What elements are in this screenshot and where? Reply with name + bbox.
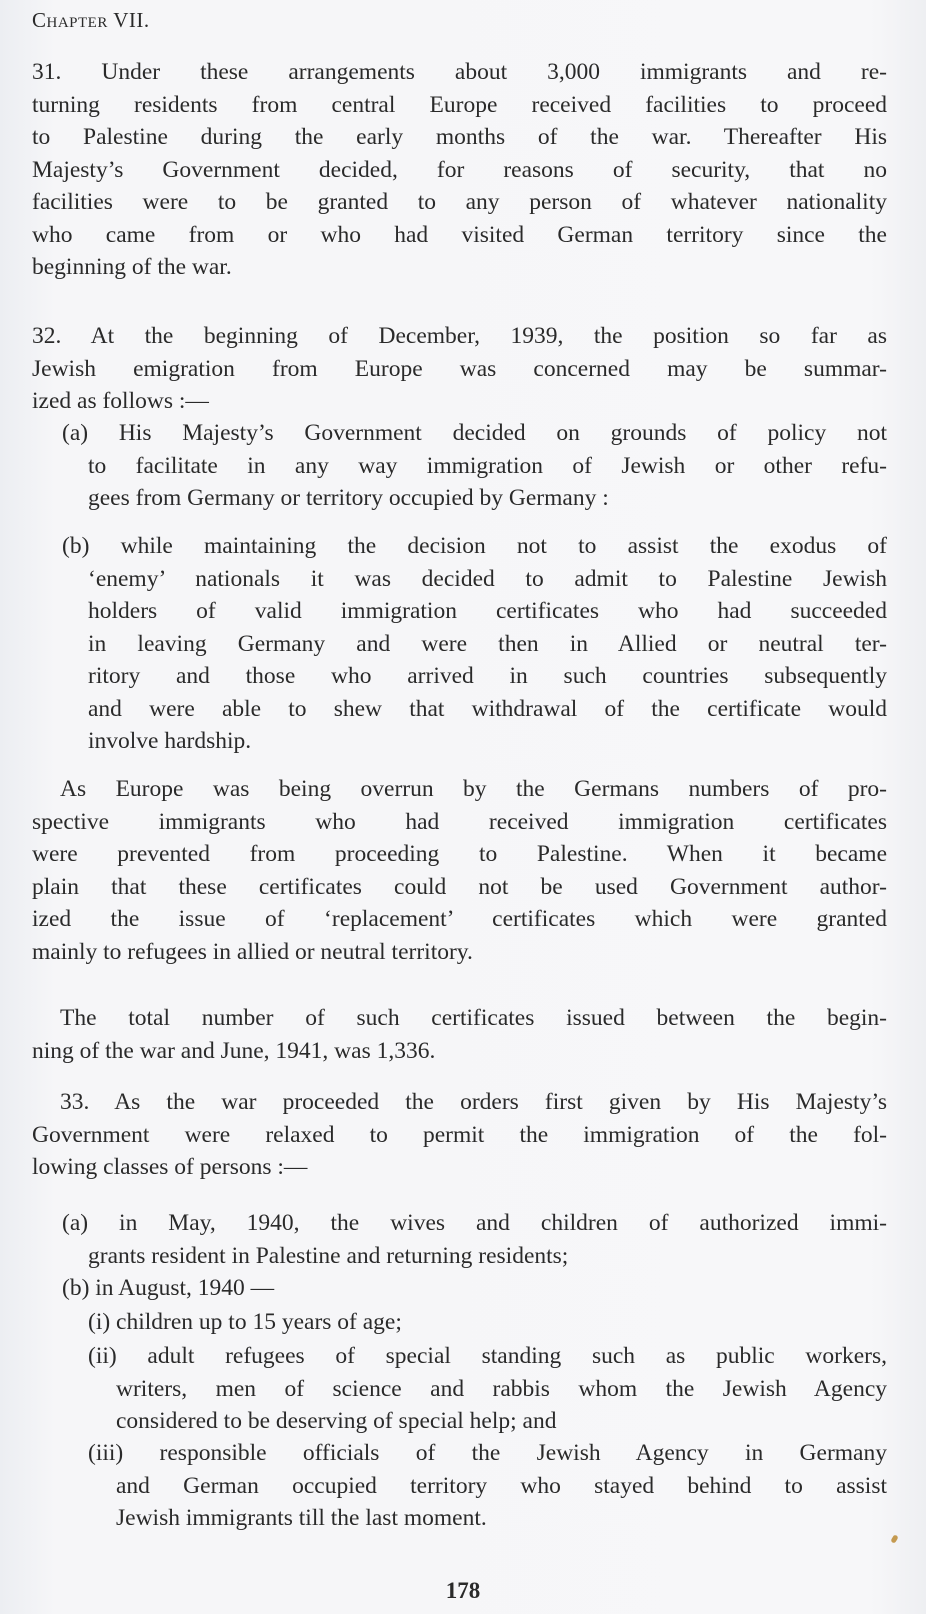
paragraph-32-b (32, 530, 887, 758)
text-line: Jewish emigration from Europe was concerned may be summar- (32, 355, 887, 382)
text-line: (i) children up to 15 years of age; (88, 1309, 402, 1335)
paragraph-europe-overrun (32, 773, 887, 968)
paragraph-33-b-iii (32, 1437, 887, 1535)
text-line: plain that these certificates could not be used Government author- (32, 873, 887, 900)
text-line: 31. Under these arrangements about 3,000 immigrants and re- (32, 59, 887, 85)
text-line: who came from or who had visited German territory since the (32, 221, 887, 248)
text-line: to facilitate in any way immigration of Jewish or other refu- (88, 452, 887, 479)
text-line: (a) His Majesty’s Government decided on grounds of policy not (62, 420, 887, 446)
text-line: 33. As the war proceeded the orders first given by His Majesty’s (60, 1089, 887, 1115)
paragraph-33 (32, 1086, 887, 1184)
text-line: Majesty’s Government decided, for reasons of security, that no (32, 156, 887, 183)
text-line: (iii) responsible officials of the Jewish Agency in Germany (88, 1440, 887, 1466)
text-line: spective immigrants who had received immigration certificates (32, 808, 887, 835)
paragraph-33-b (32, 1272, 887, 1305)
text-line: holders of valid immigration certificates who had succeeded (88, 598, 887, 624)
text-line: beginning of the war. (32, 254, 232, 280)
text-line: lowing classes of persons :— (32, 1154, 308, 1180)
paragraph-33-b-ii (32, 1340, 887, 1438)
paragraph-total-certificates (32, 1002, 887, 1067)
paper-speck (890, 1534, 898, 1543)
text-line: and German occupied territory who stayed behind to assist (116, 1472, 887, 1499)
text-line: and were able to shew that withdrawal of the certificate would (88, 695, 887, 722)
paragraph-31 (32, 56, 887, 284)
text-line: in leaving Germany and were then in Allied or neutral ter- (88, 630, 887, 657)
text-line: grants resident in Palestine and returning residents; (88, 1242, 569, 1269)
chapter-heading: Chapter VII. (32, 8, 150, 32)
text-line: were prevented from proceeding to Palestine. When it became (32, 841, 887, 867)
text-line: Government were relaxed to permit the immigration of the fol- (32, 1121, 887, 1148)
text-line: The total number of such certificates issued between the begin- (60, 1005, 887, 1031)
text-line: ning of the war and June, 1941, was 1,336. (32, 1037, 436, 1064)
text-line: considered to be deserving of special help; and (116, 1408, 557, 1434)
page-number: 178 (445, 1578, 481, 1603)
text-line: ized as follows :— (32, 388, 209, 414)
text-line: (b) while maintaining the decision not to assist the exodus of (62, 533, 887, 559)
paragraph-32-a (32, 417, 887, 515)
text-line: (ii) adult refugees of special standing such as public workers, (88, 1343, 887, 1369)
text-line: gees from Germany or territory occupied by Germany : (88, 485, 609, 511)
paragraph-32 (32, 320, 887, 418)
text-line: (b) in August, 1940 — (62, 1275, 275, 1301)
text-line: involve hardship. (88, 728, 252, 754)
text-line: ‘enemy’ nationals it was decided to admit to Palestine Jewish (88, 565, 887, 592)
text-line: facilities were to be granted to any person of whatever nationality (32, 189, 887, 215)
text-line: to Palestine during the early months of the war. Thereafter His (32, 124, 887, 150)
text-line: ized the issue of ‘replacement’ certificates which were granted (32, 906, 887, 932)
paragraph-33-b-i (32, 1306, 887, 1339)
paragraph-33-a (32, 1207, 887, 1272)
text-line: ritory and those who arrived in such countries subsequently (88, 663, 887, 689)
text-line: As Europe was being overrun by the Germans numbers of pro- (60, 776, 887, 802)
text-line: Jewish immigrants till the last moment. (116, 1505, 487, 1531)
text-line: 32. At the beginning of December, 1939, the position so far as (32, 323, 887, 349)
text-line: mainly to refugees in allied or neutral territory. (32, 938, 473, 965)
text-line: (a) in May, 1940, the wives and children of authorized immi- (62, 1210, 887, 1236)
text-line: writers, men of science and rabbis whom the Jewish Agency (116, 1375, 887, 1402)
text-line: turning residents from central Europe received facilities to proceed (32, 91, 887, 118)
